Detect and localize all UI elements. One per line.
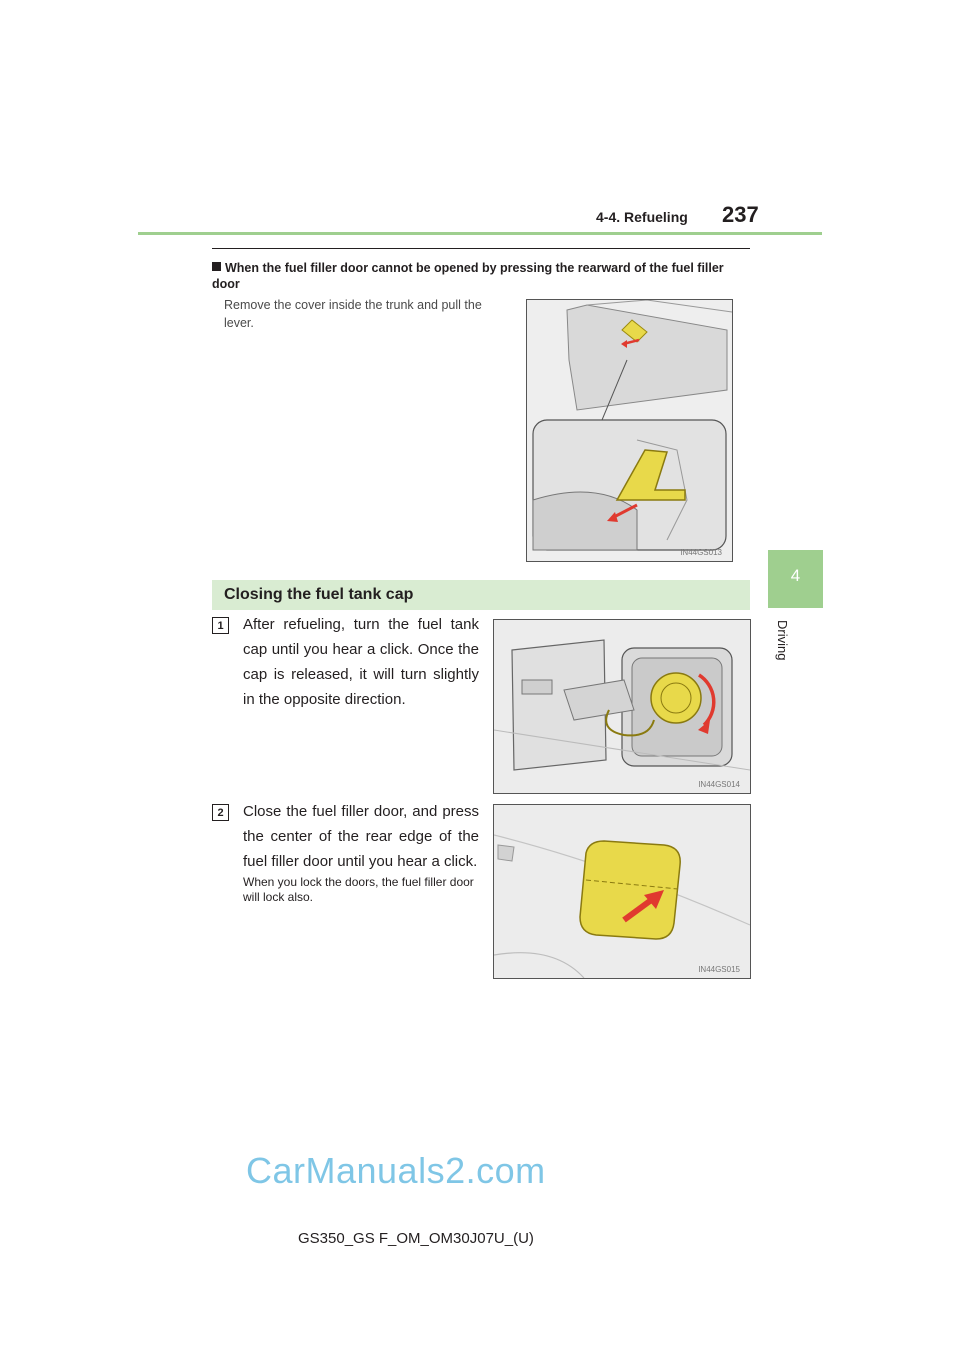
note-heading-text: When the fuel filler door cannot be opened by pressing the rearward of the fuel filler door <box>212 261 724 291</box>
note-body: Remove the cover inside the trunk and pull the lever. <box>224 298 482 330</box>
figure-code: IN44GS014 <box>698 780 740 789</box>
filler-door-illustration <box>494 805 750 978</box>
note-rule <box>212 248 750 249</box>
step-number-1: 1 <box>212 617 229 634</box>
watermark: CarManuals2.com <box>246 1150 546 1191</box>
chapter-number: 4 <box>790 566 801 585</box>
section-label: 4-4. Refueling <box>596 209 688 225</box>
step-1-text: After refueling, turn the fuel tank cap until you hear a click. Once the cap is released, it will turn slightly in the opposite direction. <box>243 616 479 708</box>
chapter-name-tab <box>768 608 823 718</box>
figure-trunk-lever <box>526 299 733 562</box>
step-number-2: 2 <box>212 804 229 821</box>
figure-fuel-cap <box>493 619 751 794</box>
step-2-text: Close the fuel filler door, and press the center of the rear edge of the fuel filler door until you hear a click. <box>243 803 479 870</box>
figure-code: IN44GS013 <box>680 548 722 557</box>
step-2-note: When you lock the doors, the fuel filler door will lock also. <box>243 875 474 904</box>
figure-filler-door <box>493 804 751 979</box>
figure-code: IN44GS015 <box>698 965 740 974</box>
page-number: 237 <box>722 202 759 227</box>
trunk-lever-illustration <box>527 300 732 561</box>
section-title: Closing the fuel tank cap <box>224 586 414 603</box>
fuel-cap-illustration <box>494 620 750 793</box>
footer-doc-code: GS350_GS F_OM_OM30J07U_(U) <box>298 1230 534 1247</box>
chapter-name: Driving <box>775 620 790 661</box>
square-bullet-icon <box>212 262 221 271</box>
header-rule <box>138 232 822 235</box>
note-heading <box>212 260 752 292</box>
